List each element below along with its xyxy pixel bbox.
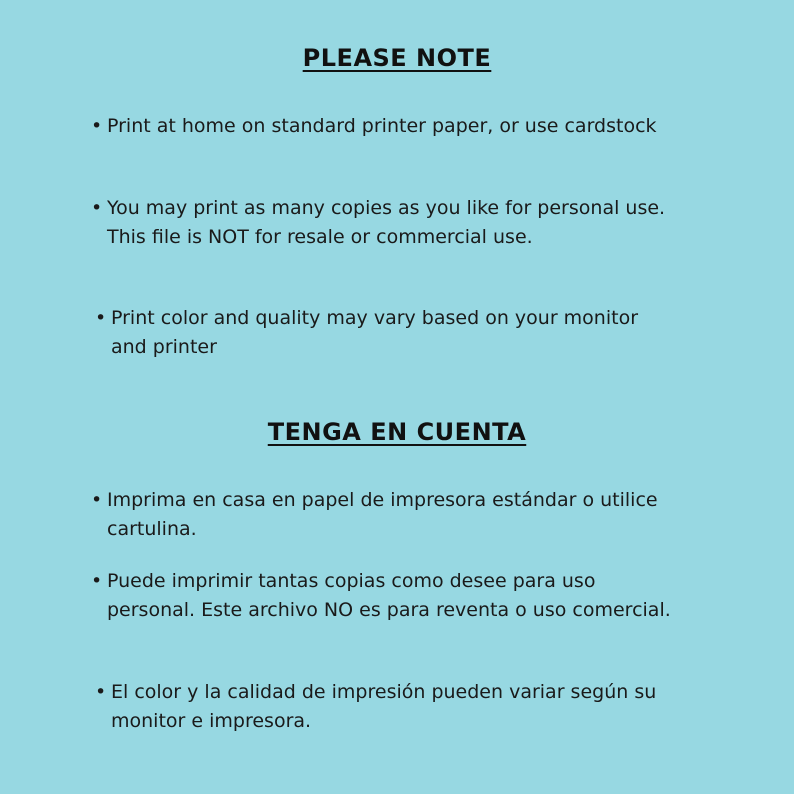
cuenta-item-2 [91, 567, 671, 625]
note-item-1 [91, 112, 657, 141]
heading-please-note: PLEASE NOTE [302, 44, 492, 72]
cuenta-item-3-line-1: El color y la calidad de impresión pueden variar según su [111, 681, 657, 703]
heading-tenga-en-cuenta: TENGA EN CUENTA [267, 418, 527, 446]
bullet-icon: • [95, 681, 107, 703]
bullet-icon: • [91, 489, 103, 511]
cuenta-item-1-line-2: cartulina. [107, 518, 197, 540]
bullet-icon: • [91, 197, 103, 219]
note-item-2-line-2: This file is NOT for resale or commercial use. [107, 226, 533, 248]
cuenta-item-2-line-1: Puede imprimir tantas copias como desee para uso [107, 570, 596, 592]
note-item-2 [91, 194, 666, 252]
cuenta-item-1 [91, 486, 658, 544]
cuenta-item-3 [95, 678, 657, 736]
bullet-icon: • [91, 570, 103, 592]
bullet-icon: • [95, 307, 107, 329]
cuenta-item-3-line-2: monitor e impresora. [111, 710, 312, 732]
note-item-1-line-1: Print at home on standard printer paper, or use cardstock [107, 115, 657, 137]
note-item-2-line-1: You may print as many copies as you like for personal use. [107, 197, 666, 219]
cuenta-item-2-line-2: personal. Este archivo NO es para reventa o uso comercial. [107, 599, 671, 621]
note-item-3-line-2: and printer [111, 336, 217, 358]
cuenta-item-1-line-1: Imprima en casa en papel de impresora estándar o utilice [107, 489, 658, 511]
bullet-icon: • [91, 115, 103, 137]
note-item-3-line-1: Print color and quality may vary based on your monitor [111, 307, 639, 329]
note-item-3 [95, 304, 639, 362]
